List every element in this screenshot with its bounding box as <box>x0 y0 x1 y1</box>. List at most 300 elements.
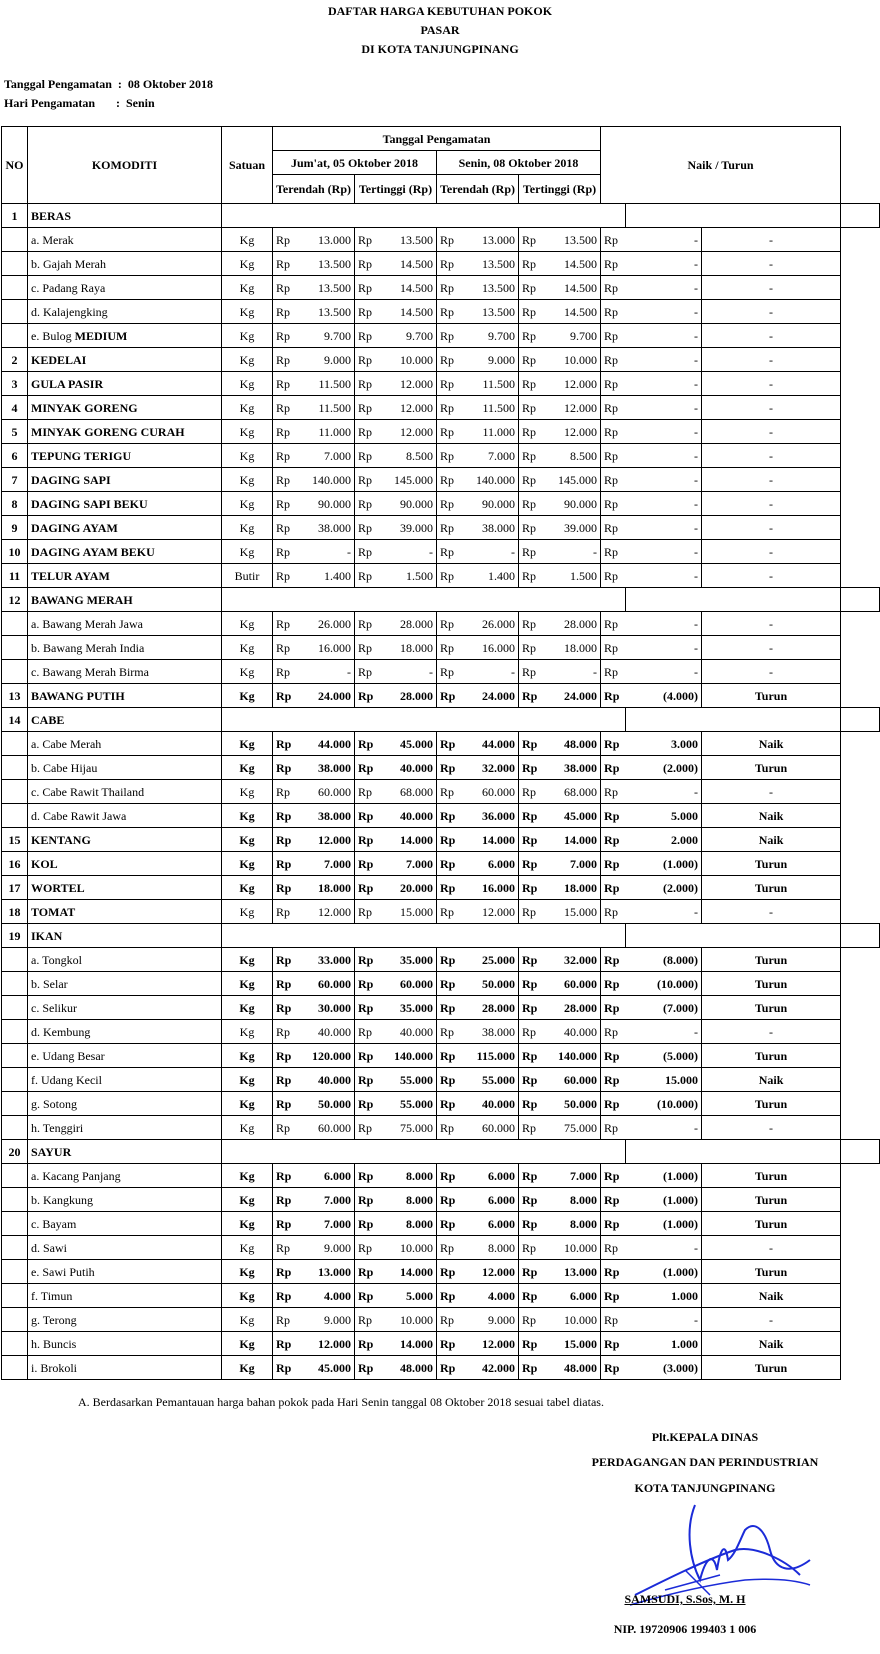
unit-cell: Kg <box>222 852 273 876</box>
price-value: 9.700 <box>298 324 355 348</box>
currency-label: Rp <box>601 1260 626 1284</box>
row-number <box>2 300 28 324</box>
price-value: 7.000 <box>298 852 355 876</box>
price-status: Turun <box>702 996 841 1020</box>
price-value: 6.000 <box>462 1212 519 1236</box>
currency-label: Rp <box>355 756 380 780</box>
price-value: 140.000 <box>298 468 355 492</box>
price-status: Turun <box>702 948 841 972</box>
price-change-value: (1.000) <box>626 1164 702 1188</box>
price-status: - <box>702 1020 841 1044</box>
commodity-name <box>28 1308 222 1332</box>
currency-label: Rp <box>355 660 380 684</box>
price-change-value: - <box>626 1236 702 1260</box>
currency-label: Rp <box>437 972 462 996</box>
unit-cell: Kg <box>222 1068 273 1092</box>
currency-label: Rp <box>273 756 298 780</box>
price-value: 39.000 <box>544 516 601 540</box>
currency-label: Rp <box>519 948 544 972</box>
unit-cell: Kg <box>222 876 273 900</box>
currency-label: Rp <box>355 324 380 348</box>
price-value: 9.000 <box>298 1308 355 1332</box>
currency-label: Rp <box>519 540 544 564</box>
currency-label: Rp <box>601 468 626 492</box>
row-number <box>2 660 28 684</box>
price-change-value: 1.000 <box>626 1284 702 1308</box>
commodity-name <box>28 324 222 348</box>
commodity-name-text: DAGING SAPI <box>31 472 111 487</box>
currency-label: Rp <box>355 372 380 396</box>
row-number <box>2 996 28 1020</box>
row-number <box>2 1020 28 1044</box>
unit-cell: Kg <box>222 228 273 252</box>
price-value: 30.000 <box>298 996 355 1020</box>
price-value: 12.000 <box>298 900 355 924</box>
currency-label: Rp <box>519 972 544 996</box>
currency-label: Rp <box>519 1188 544 1212</box>
currency-label: Rp <box>273 1164 298 1188</box>
price-status: - <box>702 900 841 924</box>
currency-label: Rp <box>355 300 380 324</box>
currency-label: Rp <box>355 1164 380 1188</box>
currency-label: Rp <box>437 540 462 564</box>
currency-label: Rp <box>437 684 462 708</box>
price-value: 14.500 <box>380 300 437 324</box>
currency-label: Rp <box>355 468 380 492</box>
unit-cell: Kg <box>222 252 273 276</box>
table-row <box>2 492 880 516</box>
price-value: 33.000 <box>298 948 355 972</box>
commodity-name <box>28 660 222 684</box>
currency-label: Rp <box>601 996 626 1020</box>
currency-label: Rp <box>601 1212 626 1236</box>
currency-label: Rp <box>437 612 462 636</box>
unit-cell: Kg <box>222 612 273 636</box>
commodity-name-text: e. Bulog <box>31 328 72 343</box>
empty-cell <box>626 708 841 732</box>
unit-cell: Kg <box>222 516 273 540</box>
price-value: 60.000 <box>544 972 601 996</box>
empty-cell <box>222 708 626 732</box>
currency-label: Rp <box>601 972 626 996</box>
price-value: 8.500 <box>544 444 601 468</box>
price-status: - <box>702 492 841 516</box>
header-date2: Senin, 08 Oktober 2018 <box>437 151 601 175</box>
currency-label: Rp <box>437 252 462 276</box>
price-value: 12.000 <box>544 396 601 420</box>
price-value: 28.000 <box>544 612 601 636</box>
price-status: - <box>702 300 841 324</box>
currency-label: Rp <box>519 372 544 396</box>
price-value: - <box>462 660 519 684</box>
currency-label: Rp <box>601 900 626 924</box>
price-value: 48.000 <box>544 1356 601 1380</box>
price-change-value: - <box>626 492 702 516</box>
table-row <box>2 636 880 660</box>
header-satuan: Satuan <box>222 127 273 204</box>
price-value: 45.000 <box>298 1356 355 1380</box>
price-change-value: - <box>626 516 702 540</box>
currency-label: Rp <box>519 276 544 300</box>
table-row <box>2 1356 880 1380</box>
row-number <box>2 1356 28 1380</box>
price-change-value: (1.000) <box>626 852 702 876</box>
commodity-name <box>28 1212 222 1236</box>
commodity-name-text: MINYAK GORENG CURAH <box>31 424 185 439</box>
price-value: 6.000 <box>462 1188 519 1212</box>
commodity-name <box>28 420 222 444</box>
price-value: 10.000 <box>544 348 601 372</box>
price-value: 1.400 <box>298 564 355 588</box>
row-number <box>2 1260 28 1284</box>
unit-cell: Kg <box>222 1044 273 1068</box>
price-value: 10.000 <box>380 348 437 372</box>
table-row <box>2 324 880 348</box>
commodity-name <box>28 1188 222 1212</box>
currency-label: Rp <box>355 612 380 636</box>
price-change-value: (1.000) <box>626 1188 702 1212</box>
price-value: 8.500 <box>380 444 437 468</box>
commodity-name-text: h. Buncis <box>31 1336 77 1351</box>
price-value: 7.000 <box>298 1212 355 1236</box>
price-value: 60.000 <box>380 972 437 996</box>
commodity-name-text: MINYAK GORENG <box>31 400 138 415</box>
currency-label: Rp <box>519 1236 544 1260</box>
currency-label: Rp <box>437 1308 462 1332</box>
header-komoditi: KOMODITI <box>28 127 222 204</box>
commodity-name <box>28 564 222 588</box>
price-value: 16.000 <box>462 876 519 900</box>
currency-label: Rp <box>355 900 380 924</box>
table-row <box>2 252 880 276</box>
price-value: 13.500 <box>298 300 355 324</box>
commodity-name-text: TELUR AYAM <box>31 568 110 583</box>
price-value: 14.500 <box>380 252 437 276</box>
price-value: 18.000 <box>298 876 355 900</box>
currency-label: Rp <box>601 540 626 564</box>
price-value: 13.500 <box>298 252 355 276</box>
doc-title-line2: PASAR <box>420 23 460 37</box>
currency-label: Rp <box>601 324 626 348</box>
price-value: 1.400 <box>462 564 519 588</box>
price-change-value: (2.000) <box>626 876 702 900</box>
currency-label: Rp <box>273 1212 298 1236</box>
unit-cell: Kg <box>222 1332 273 1356</box>
commodity-name-text: d. Kembung <box>31 1024 91 1039</box>
commodity-name <box>28 948 222 972</box>
price-value: 7.000 <box>298 444 355 468</box>
price-value: 7.000 <box>462 444 519 468</box>
price-status: Turun <box>702 876 841 900</box>
commodity-name <box>28 492 222 516</box>
currency-label: Rp <box>273 1236 298 1260</box>
table-row <box>2 300 880 324</box>
currency-label: Rp <box>519 660 544 684</box>
table-row <box>2 972 880 996</box>
price-status: Naik <box>702 732 841 756</box>
price-value: 14.000 <box>380 1260 437 1284</box>
price-value: 14.500 <box>544 300 601 324</box>
commodity-name <box>28 612 222 636</box>
price-value: 6.000 <box>298 1164 355 1188</box>
empty-cell <box>841 924 880 948</box>
currency-label: Rp <box>519 516 544 540</box>
currency-label: Rp <box>437 1236 462 1260</box>
row-number <box>2 1236 28 1260</box>
price-change-value: (1.000) <box>626 1212 702 1236</box>
price-value: 60.000 <box>544 1068 601 1092</box>
price-value: 13.500 <box>298 276 355 300</box>
signature-title: Plt.KEPALA DINAS <box>651 1430 759 1444</box>
price-value: 32.000 <box>462 756 519 780</box>
commodity-name-text: a. Merak <box>31 232 74 247</box>
currency-label: Rp <box>273 348 298 372</box>
row-number: 3 <box>2 372 28 396</box>
commodity-name <box>28 1068 222 1092</box>
price-value: 18.000 <box>544 876 601 900</box>
unit-cell: Butir <box>222 564 273 588</box>
price-status: Turun <box>702 684 841 708</box>
price-value: 45.000 <box>544 804 601 828</box>
price-value: 12.000 <box>298 1332 355 1356</box>
unit-cell: Kg <box>222 780 273 804</box>
table-row <box>2 348 880 372</box>
header-naik-turun: Naik / Turun <box>601 127 841 204</box>
currency-label: Rp <box>437 876 462 900</box>
table-row <box>2 900 880 924</box>
currency-label: Rp <box>601 1236 626 1260</box>
price-value: 16.000 <box>298 636 355 660</box>
currency-label: Rp <box>273 1260 298 1284</box>
price-status: Naik <box>702 1284 841 1308</box>
row-number <box>2 1308 28 1332</box>
commodity-name <box>28 852 222 876</box>
price-value: 7.000 <box>544 852 601 876</box>
currency-label: Rp <box>273 804 298 828</box>
currency-label: Rp <box>437 804 462 828</box>
currency-label: Rp <box>273 372 298 396</box>
price-change-value: - <box>626 228 702 252</box>
unit-cell: Kg <box>222 804 273 828</box>
price-value: 9.000 <box>298 348 355 372</box>
price-value: 68.000 <box>544 780 601 804</box>
price-value: - <box>380 540 437 564</box>
row-number: 15 <box>2 828 28 852</box>
currency-label: Rp <box>273 900 298 924</box>
price-status: Turun <box>702 1212 841 1236</box>
price-value: 10.000 <box>544 1308 601 1332</box>
commodity-name <box>28 540 222 564</box>
currency-label: Rp <box>437 1116 462 1140</box>
price-value: 48.000 <box>544 732 601 756</box>
currency-label: Rp <box>273 1188 298 1212</box>
price-value: 10.000 <box>380 1236 437 1260</box>
price-value: - <box>380 660 437 684</box>
row-number <box>2 1284 28 1308</box>
row-number: 1 <box>2 204 28 228</box>
price-value: 13.500 <box>462 300 519 324</box>
unit-cell: Kg <box>222 1188 273 1212</box>
currency-label: Rp <box>519 876 544 900</box>
price-change-value: - <box>626 1116 702 1140</box>
signature-name <box>530 1592 840 1607</box>
price-change-value: - <box>626 564 702 588</box>
price-value: 12.000 <box>462 900 519 924</box>
commodity-name-text: g. Sotong <box>31 1096 78 1111</box>
price-value: 90.000 <box>544 492 601 516</box>
price-value: 44.000 <box>298 732 355 756</box>
row-number: 10 <box>2 540 28 564</box>
price-value: 38.000 <box>298 756 355 780</box>
row-number <box>2 1332 28 1356</box>
commodity-name-text: c. Selikur <box>31 1000 77 1015</box>
price-status: - <box>702 660 841 684</box>
price-value: 50.000 <box>462 972 519 996</box>
price-value: 14.000 <box>462 828 519 852</box>
price-value: 14.000 <box>544 828 601 852</box>
currency-label: Rp <box>437 396 462 420</box>
price-change-value: - <box>626 444 702 468</box>
price-value: 14.500 <box>544 276 601 300</box>
price-value: 14.000 <box>380 828 437 852</box>
currency-label: Rp <box>355 396 380 420</box>
commodity-name <box>28 1260 222 1284</box>
currency-label: Rp <box>601 564 626 588</box>
currency-label: Rp <box>601 516 626 540</box>
currency-label: Rp <box>519 1092 544 1116</box>
unit-cell: Kg <box>222 420 273 444</box>
unit-cell: Kg <box>222 1260 273 1284</box>
price-value: 68.000 <box>380 780 437 804</box>
table-row <box>2 828 880 852</box>
price-status: - <box>702 396 841 420</box>
price-value: - <box>544 660 601 684</box>
price-value: 55.000 <box>380 1092 437 1116</box>
price-value: 38.000 <box>462 516 519 540</box>
currency-label: Rp <box>601 1308 626 1332</box>
price-status: - <box>702 612 841 636</box>
currency-label: Rp <box>519 852 544 876</box>
unit-cell: Kg <box>222 1020 273 1044</box>
price-value: 9.700 <box>380 324 437 348</box>
commodity-name-text: c. Bawang Merah Birma <box>31 664 149 679</box>
price-status: - <box>702 780 841 804</box>
price-value: 13.000 <box>462 228 519 252</box>
price-status: - <box>702 1308 841 1332</box>
price-change-value: - <box>626 660 702 684</box>
commodity-name <box>28 900 222 924</box>
currency-label: Rp <box>273 684 298 708</box>
currency-label: Rp <box>601 276 626 300</box>
commodity-name <box>28 732 222 756</box>
currency-label: Rp <box>519 228 544 252</box>
price-value: 8.000 <box>462 1236 519 1260</box>
empty-cell <box>626 588 841 612</box>
price-change-value: 5.000 <box>626 804 702 828</box>
commodity-name <box>28 1164 222 1188</box>
currency-label: Rp <box>437 564 462 588</box>
currency-label: Rp <box>519 732 544 756</box>
price-status: Naik <box>702 804 841 828</box>
commodity-name <box>28 516 222 540</box>
price-value: 50.000 <box>298 1092 355 1116</box>
header-terendah-1: Terendah (Rp) <box>273 175 355 204</box>
price-value: 10.000 <box>544 1236 601 1260</box>
commodity-name <box>28 228 222 252</box>
currency-label: Rp <box>273 1068 298 1092</box>
unit-cell: Kg <box>222 732 273 756</box>
price-status: - <box>702 348 841 372</box>
commodity-name <box>28 756 222 780</box>
commodity-name-text: e. Sawi Putih <box>31 1264 95 1279</box>
row-number <box>2 948 28 972</box>
signature-city: KOTA TANJUNGPINANG <box>634 1481 776 1495</box>
commodity-name-text: KENTANG <box>31 832 91 847</box>
price-change-value: (10.000) <box>626 972 702 996</box>
table-row <box>2 1020 880 1044</box>
currency-label: Rp <box>273 540 298 564</box>
price-value: 28.000 <box>462 996 519 1020</box>
price-value: 75.000 <box>544 1116 601 1140</box>
price-change-value: - <box>626 372 702 396</box>
row-number: 11 <box>2 564 28 588</box>
price-value: 6.000 <box>462 852 519 876</box>
price-change-value: - <box>626 276 702 300</box>
price-status: Turun <box>702 972 841 996</box>
currency-label: Rp <box>273 492 298 516</box>
price-status: Turun <box>702 852 841 876</box>
price-value: 13.000 <box>298 228 355 252</box>
unit-cell: Kg <box>222 1284 273 1308</box>
currency-label: Rp <box>601 876 626 900</box>
note-text: A. Berdasarkan Pemantauan harga bahan pokok pada Hari Senin tanggal 08 Oktober 2018 sesuai tabel diatas. <box>78 1395 604 1409</box>
commodity-name-text: BAWANG PUTIH <box>31 688 125 703</box>
commodity-name <box>28 804 222 828</box>
currency-label: Rp <box>437 420 462 444</box>
row-number <box>2 228 28 252</box>
row-number <box>2 636 28 660</box>
commodity-name-text: WORTEL <box>31 880 85 895</box>
currency-label: Rp <box>273 1332 298 1356</box>
commodity-name <box>28 348 222 372</box>
commodity-name-text: c. Padang Raya <box>31 280 106 295</box>
price-value: - <box>462 540 519 564</box>
price-value: 40.000 <box>298 1068 355 1092</box>
unit-cell: Kg <box>222 492 273 516</box>
price-change-value: - <box>626 900 702 924</box>
price-change-value: (1.000) <box>626 1260 702 1284</box>
currency-label: Rp <box>355 948 380 972</box>
commodity-name-text: b. Gajah Merah <box>31 256 106 271</box>
currency-label: Rp <box>519 780 544 804</box>
currency-label: Rp <box>437 516 462 540</box>
currency-label: Rp <box>273 444 298 468</box>
currency-label: Rp <box>601 852 626 876</box>
commodity-name-text: a. Bawang Merah Jawa <box>31 616 143 631</box>
currency-label: Rp <box>601 1020 626 1044</box>
unit-cell: Kg <box>222 372 273 396</box>
currency-label: Rp <box>601 804 626 828</box>
group-row <box>2 1140 880 1164</box>
currency-label: Rp <box>601 1116 626 1140</box>
unit-cell: Kg <box>222 756 273 780</box>
empty-cell <box>626 204 841 228</box>
currency-label: Rp <box>437 1356 462 1380</box>
price-value: 11.500 <box>298 372 355 396</box>
currency-label: Rp <box>273 324 298 348</box>
currency-label: Rp <box>355 228 380 252</box>
currency-label: Rp <box>437 636 462 660</box>
